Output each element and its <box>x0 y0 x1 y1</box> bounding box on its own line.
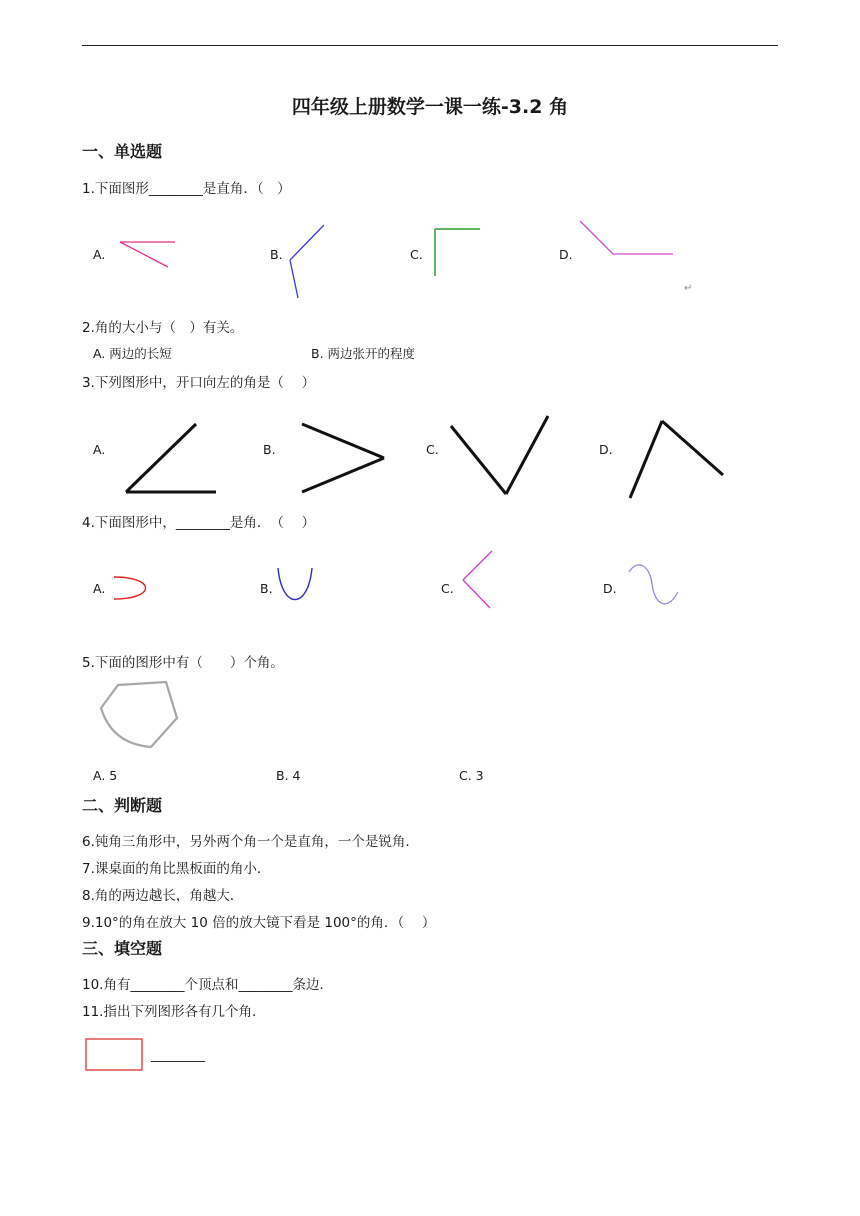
question-10: 10.角有________个顶点和________条边． <box>82 977 333 993</box>
q5-option-a: A. 5 <box>93 768 118 783</box>
q3-option-c-figure <box>446 412 554 500</box>
question-4: 4.下面图形中，________是角． （ ） <box>82 515 316 531</box>
q4-option-c-label: C. <box>441 581 454 596</box>
q5-option-c: C. 3 <box>459 768 484 783</box>
return-mark: ↵ <box>684 283 693 294</box>
q4-option-b-figure <box>274 564 316 606</box>
q1-option-a-label: A. <box>93 247 106 262</box>
q4-option-b-label: B. <box>260 581 273 596</box>
section-heading-true-false: 二、判断题 <box>82 796 163 815</box>
question-2: 2.角的大小与（ ）有关。 <box>82 320 244 336</box>
q2-option-b: B. 两边张开的程度 <box>311 346 416 361</box>
q3-option-c-label: C. <box>426 442 439 457</box>
q2-option-a: A. 两边的长短 <box>93 346 172 361</box>
q3-option-b-label: B. <box>263 442 276 457</box>
q4-option-a-figure <box>110 574 154 604</box>
question-3: 3.下列图形中，开口向左的角是（ ） <box>82 375 316 391</box>
q3-option-a-label: A. <box>93 442 106 457</box>
page-title: 四年级上册数学一课一练-3.2 角 <box>291 96 569 118</box>
section-heading-fill-blank: 三、填空题 <box>82 939 163 958</box>
q11-answer-blank: ________ <box>151 1047 205 1063</box>
question-11: 11.指出下列图形各有几个角． <box>82 1004 266 1020</box>
q1-option-d-label: D. <box>559 247 573 262</box>
q3-option-d-label: D. <box>599 442 613 457</box>
q1-option-a-figure <box>116 236 178 270</box>
question-6: 6.钝角三角形中，另外两个角一个是直角，一个是锐角． <box>82 834 419 850</box>
question-1: 1.下面图形________是直角．（ ） <box>82 181 291 197</box>
question-9: 9.10°的角在放大 10 倍的放大镜下看是 100°的角．（ ） <box>82 915 436 931</box>
section-heading-single-choice: 一、单选题 <box>82 142 163 161</box>
q1-option-b-figure <box>284 222 328 302</box>
q3-option-a-figure <box>122 420 220 498</box>
q3-option-b-figure <box>298 420 390 498</box>
q1-option-c-label: C. <box>410 247 423 262</box>
q1-option-d-figure <box>577 218 677 258</box>
q3-option-d-figure <box>626 416 728 502</box>
question-7: 7.课桌面的角比黑板面的角小． <box>82 861 271 877</box>
q1-option-b-label: B. <box>270 247 283 262</box>
question-5: 5.下面的图形中有（ ）个角。 <box>82 655 284 671</box>
q4-option-d-figure <box>624 562 682 612</box>
q5-figure-polygon <box>96 678 182 752</box>
q5-option-b: B. 4 <box>276 768 301 783</box>
q11-rectangle-figure <box>84 1037 146 1073</box>
q4-option-d-label: D. <box>603 581 617 596</box>
question-8: 8.角的两边越长，角越大． <box>82 888 244 904</box>
q4-option-a-label: A. <box>93 581 106 596</box>
top-rule <box>82 45 778 46</box>
q4-option-c-figure <box>458 548 496 612</box>
q1-option-c-figure <box>430 226 484 280</box>
